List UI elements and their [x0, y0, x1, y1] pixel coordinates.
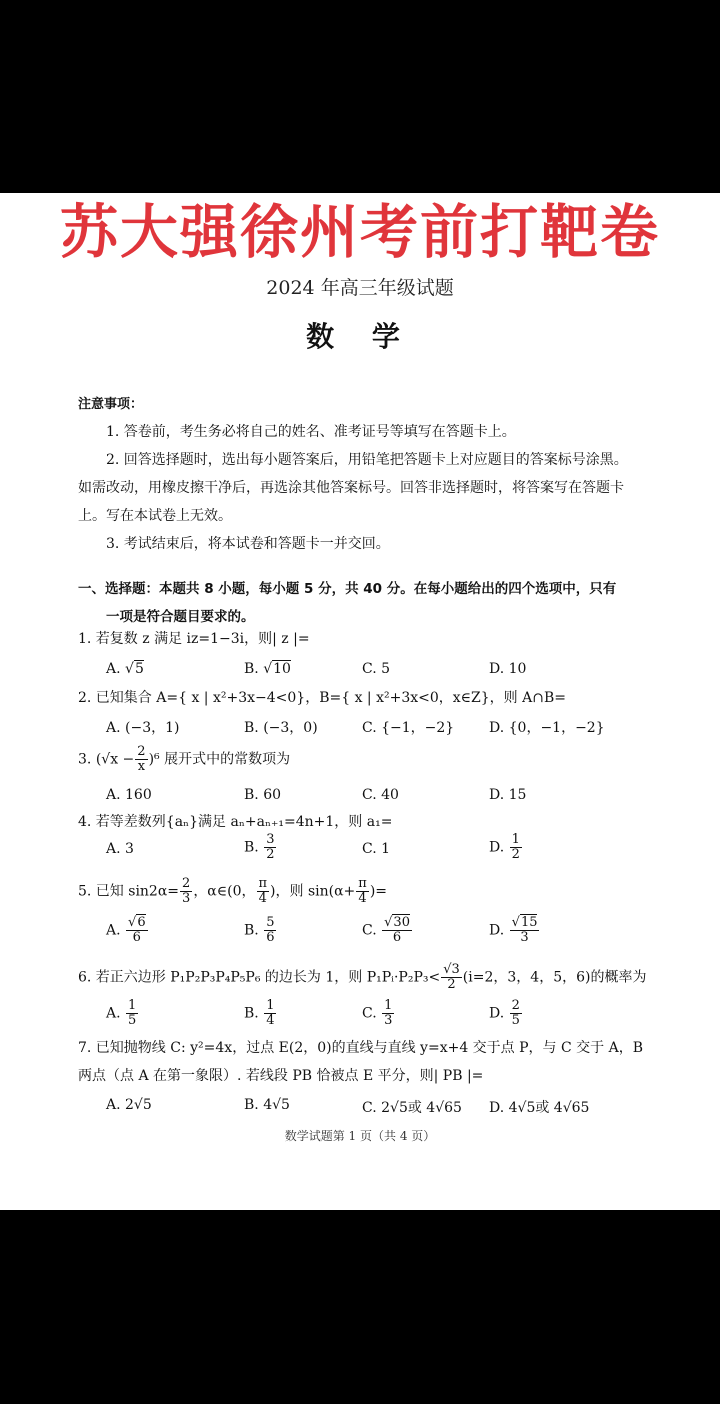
notice-line-1: 1. 答卷前，考生务必将自己的姓名、准考证号等填写在答题卡上。	[106, 424, 516, 440]
q1-option-a: A. √5	[106, 661, 144, 677]
q4-option-a: A. 3	[106, 841, 134, 857]
banner-title: 苏大强徐州考前打靶卷	[59, 198, 660, 266]
q7-option-d: D. 4√5或 4√65	[489, 1100, 590, 1116]
q2-option-b: B. (−3，0)	[244, 720, 318, 736]
q1-option-b: B. √10	[244, 661, 291, 677]
q1-stem: 1. 若复数 z 满足 iz=1−3i，则| z |=	[78, 631, 310, 647]
notice-line-2: 2. 回答选择题时，选出每小题答案后，用铅笔把答题卡上对应题目的答案标号涂黑。	[106, 452, 628, 468]
q4-option-c: C. 1	[362, 841, 391, 857]
page-footer: 数学试题第 1 页（共 4 页）	[284, 1129, 436, 1143]
q4-stem: 4. 若等差数列{aₙ}满足 aₙ+aₙ₊₁=4n+1，则 a₁=	[78, 814, 393, 830]
q5-option-b: B. $\frac{5}{6}$	[244, 915, 275, 945]
section-heading-line-2: 一项是符合题目要求的。	[106, 609, 255, 625]
q1-option-d: D. 10	[489, 661, 527, 677]
q6-option-d: D. $\frac{2}{5}$	[489, 998, 520, 1028]
q2-option-d: D. {0，−1，−2}	[489, 720, 605, 736]
q4-option-b: B. $\frac{3}{2}$	[244, 832, 275, 862]
q3-stem: 3. (√x − $\frac{2}{x}$ )⁶ 展开式中的常数项为	[78, 744, 291, 774]
notice-line-5: 3. 考试结束后，将本试卷和答题卡一并交回。	[106, 536, 390, 552]
q2-stem: 2. 已知集合 A={ x | x²+3x−4<0}，B={ x | x²+3x<0，x∈Z}，则 A∩B=	[78, 690, 566, 706]
q5-option-c: C. $\frac{√30}{6}$	[362, 915, 410, 945]
notice-title: 注意事项：	[78, 397, 144, 412]
q6-option-a: A. $\frac{1}{5}$	[106, 998, 137, 1028]
q6-option-b: B. $\frac{1}{4}$	[244, 998, 275, 1028]
notice-line-3: 如需改动，用橡皮擦干净后，再选涂其他答案标号。回答非选择题时，将答案写在答题卡	[78, 480, 624, 496]
q6-stem: 6. 若正六边形 P₁P₂P₃P₄P₅P₆ 的边长为 1，则 P₁Pᵢ·P₂P₃< $\frac{√3}{2}$ (i=2，3，4，5，6)的概率为	[78, 962, 647, 992]
q7-stem-line-1: 7. 已知抛物线 C: y²=4x，过点 E(2，0)的直线与直线 y=x+4 交于点 P，与 C 交于 A，B	[78, 1040, 644, 1056]
q5-stem: 5. 已知 sin2α= $\frac{2}{3}$ ，α∈(0， $\frac{\pi}{4}$ )，则 sin(α+ $\frac{\pi}{4}$ )=	[78, 876, 388, 906]
q6-option-c: C. $\frac{1}{3}$	[362, 998, 393, 1028]
q3-option-b: B. 60	[244, 787, 282, 803]
q7-stem-line-2: 两点（点 A 在第一象限）. 若线段 PB 恰被点 E 平分，则| PB |=	[78, 1068, 484, 1084]
q5-option-a: A. $\frac{√6}{6}$	[106, 915, 146, 945]
q3-option-a: A. 160	[106, 787, 152, 803]
q3-option-d: D. 15	[489, 787, 527, 803]
q5-option-d: D. $\frac{√15}{3}$	[489, 915, 538, 945]
subject-title: 数 学	[306, 320, 414, 353]
exam-page	[0, 193, 720, 1210]
section-heading-line-1: 一、选择题：本题共 8 小题，每小题 5 分，共 40 分。在每小题给出的四个选项中，只有	[78, 581, 617, 597]
q2-option-c: C. {−1，−2}	[362, 720, 455, 736]
q7-option-a: A. 2√5	[106, 1097, 152, 1113]
q7-option-c: C. 2√5或 4√65	[362, 1100, 462, 1116]
q7-option-b: B. 4√5	[244, 1097, 290, 1113]
q1-option-c: C. 5	[362, 661, 391, 677]
notice-line-4: 上。写在本试卷上无效。	[78, 508, 232, 524]
exam-subtitle: 2024 年高三年级试题	[266, 277, 454, 299]
q4-option-d: D. $\frac{1}{2}$	[489, 832, 520, 862]
q3-option-c: C. 40	[362, 787, 399, 803]
q2-option-a: A. (−3，1)	[106, 720, 180, 736]
